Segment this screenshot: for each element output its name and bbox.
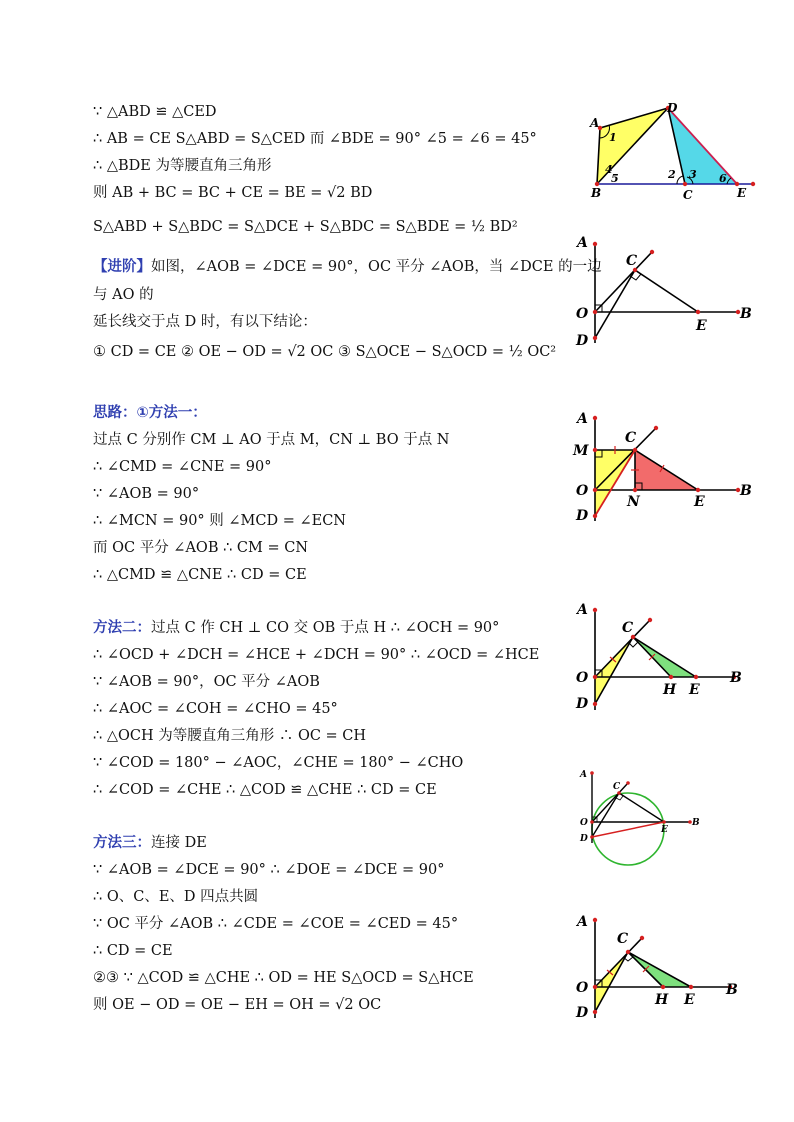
method3-line-5: ②③ ∵ △COD ≌ △CHE ∴ OD = HE S△OCD = S△HCE	[93, 970, 474, 986]
fig6-label-B: B	[726, 982, 738, 998]
fig3-label-A: A	[577, 411, 588, 427]
method2-line-0	[93, 619, 499, 637]
fig5-label-O: O	[580, 818, 588, 828]
fig6-label-C: C	[617, 931, 629, 947]
fig1-label-1: 1	[609, 131, 617, 144]
fig3-label-N: N	[627, 494, 640, 510]
fig1-label-D: D	[667, 101, 678, 115]
method2-line-5: ∵ ∠COD = 180° − ∠AOC，∠CHE = 180° − ∠CHO	[93, 755, 464, 771]
fig3-label-M: M	[573, 443, 589, 459]
fig1-label-4: 4	[605, 163, 613, 176]
method1-line-4: ∴ ∠MCN = 90° 则 ∠MCD = ∠ECN	[93, 513, 346, 529]
fig1-label-3: 3	[689, 168, 697, 181]
fig5-label-E: E	[661, 825, 668, 835]
method3-first-line: 连接 DE	[151, 835, 207, 851]
method2-first-line: 过点 C 作 CH ⊥ CO 交 OB 于点 H ∴ ∠OCH = 90°	[151, 620, 500, 636]
fig6-label-H: H	[655, 992, 669, 1008]
fig2-label-D: D	[576, 333, 589, 349]
fig2-label-B: B	[740, 306, 752, 322]
fig6-label-E: E	[684, 992, 695, 1008]
fig5-label-B: B	[692, 818, 700, 828]
intro-line-2: ∴ AB = CE S△ABD = S△CED 而 ∠BDE = 90° ∠5 = ∠6 = 45°	[93, 131, 537, 147]
fig4-label-H: H	[663, 682, 677, 698]
fig6-label-O: O	[576, 980, 589, 996]
fig3-label-D: D	[576, 508, 589, 524]
fig4-label-E: E	[689, 682, 700, 698]
fig3-label-E: E	[694, 494, 705, 510]
fig1-label-2: 2	[668, 168, 676, 181]
fig3-label-B: B	[740, 483, 752, 499]
method2-line-2: ∵ ∠AOB = 90°，OC 平分 ∠AOB	[93, 674, 320, 690]
intro-line-3: ∴ △BDE 为等腰直角三角形	[93, 158, 272, 174]
method1-heading: 思路：①方法一：	[93, 405, 207, 421]
advanced-text-1: 如图，∠AOB = ∠DCE = 90°，OC 平分 ∠AOB，当 ∠DCE 的一边	[151, 259, 602, 275]
intro-line-5: S△ABD + S△BDC = S△DCE + S△BDC = S△BDE = ½ BD²	[93, 219, 518, 235]
method3-line-4: ∴ CD = CE	[93, 943, 173, 959]
fig4-label-B: B	[730, 670, 742, 686]
figure-method2	[570, 600, 760, 720]
fig1-label-C: C	[683, 188, 693, 202]
figure-advanced	[570, 232, 760, 352]
figure-quadrilateral	[585, 100, 765, 205]
method3-line-1: ∵ ∠AOB = ∠DCE = 90° ∴ ∠DOE = ∠DCE = 90°	[93, 862, 445, 878]
method2-line-1: ∴ ∠OCD + ∠DCH = ∠HCE + ∠DCH = 90° ∴ ∠OCD = ∠HCE	[93, 647, 540, 663]
method2-heading: 方法二：	[93, 620, 151, 636]
fig1-label-5: 5	[611, 172, 619, 185]
fig5-label-C: C	[613, 782, 621, 792]
method3-line-2: ∴ O、C、E、D 四点共圆	[93, 889, 259, 905]
intro-line-4: 则 AB + BC = BC + CE = BE = √2 BD	[93, 185, 373, 201]
fig5-label-A: A	[580, 770, 587, 780]
fig6-label-D: D	[576, 1005, 589, 1021]
advanced-heading: 【进阶】	[93, 259, 151, 275]
fig5-label-D: D	[580, 834, 588, 844]
method3-line-0	[93, 834, 207, 852]
fig3-label-O: O	[576, 483, 589, 499]
figure-method3-circle	[572, 765, 702, 873]
method1-line-2: ∴ ∠CMD = ∠CNE = 90°	[93, 459, 272, 475]
method2-line-3: ∴ ∠AOC = ∠COH = ∠CHO = 45°	[93, 701, 338, 717]
fig2-label-E: E	[696, 318, 707, 334]
figure-method1	[570, 410, 760, 530]
method1-line-6: ∴ △CMD ≌ △CNE ∴ CD = CE	[93, 567, 307, 583]
method3-line-6: 则 OE − OD = OE − EH = OH = √2 OC	[93, 997, 382, 1013]
fig3-label-C: C	[625, 430, 637, 446]
fig1-label-E: E	[737, 186, 747, 200]
fig2-label-O: O	[576, 306, 589, 322]
fig6-label-A: A	[577, 914, 588, 930]
fig4-label-C: C	[622, 620, 634, 636]
fig4-label-A: A	[577, 602, 588, 618]
fig4-label-D: D	[576, 696, 589, 712]
method3-heading: 方法三：	[93, 835, 151, 851]
fig4-label-O: O	[576, 670, 589, 686]
intro-line-1: ∵ △ABD ≌ △CED	[93, 104, 217, 120]
fig1-label-6: 6	[719, 172, 727, 185]
method1-line-5: 而 OC 平分 ∠AOB ∴ CM = CN	[93, 540, 309, 556]
figure-method3-conclusion	[570, 910, 760, 1025]
method3-line-3: ∵ OC 平分 ∠AOB ∴ ∠CDE = ∠COE = ∠CED = 45°	[93, 916, 459, 932]
advanced-line-2: 与 AO 的	[93, 287, 154, 303]
fig1-label-A: A	[590, 116, 600, 130]
fig2-label-A: A	[577, 235, 588, 251]
advanced-line-3: 延长线交于点 D 时，有以下结论：	[93, 314, 317, 330]
fig2-label-C: C	[626, 253, 638, 269]
advanced-line-4: ① CD = CE ② OE − OD = √2 OC ③ S△OCE − S△OCD = ½ OC²	[93, 344, 557, 360]
method2-line-4: ∴ △OCH 为等腰直角三角形 ∴ OC = CH	[93, 728, 367, 744]
advanced-line-1	[93, 258, 602, 276]
method1-line-3: ∵ ∠AOB = 90°	[93, 486, 200, 502]
method1-line-1: 过点 C 分别作 CM ⊥ AO 于点 M，CN ⊥ BO 于点 N	[93, 432, 450, 448]
method2-line-6: ∴ ∠COD = ∠CHE ∴ △COD ≌ △CHE ∴ CD = CE	[93, 782, 437, 798]
fig1-label-B: B	[591, 186, 602, 200]
